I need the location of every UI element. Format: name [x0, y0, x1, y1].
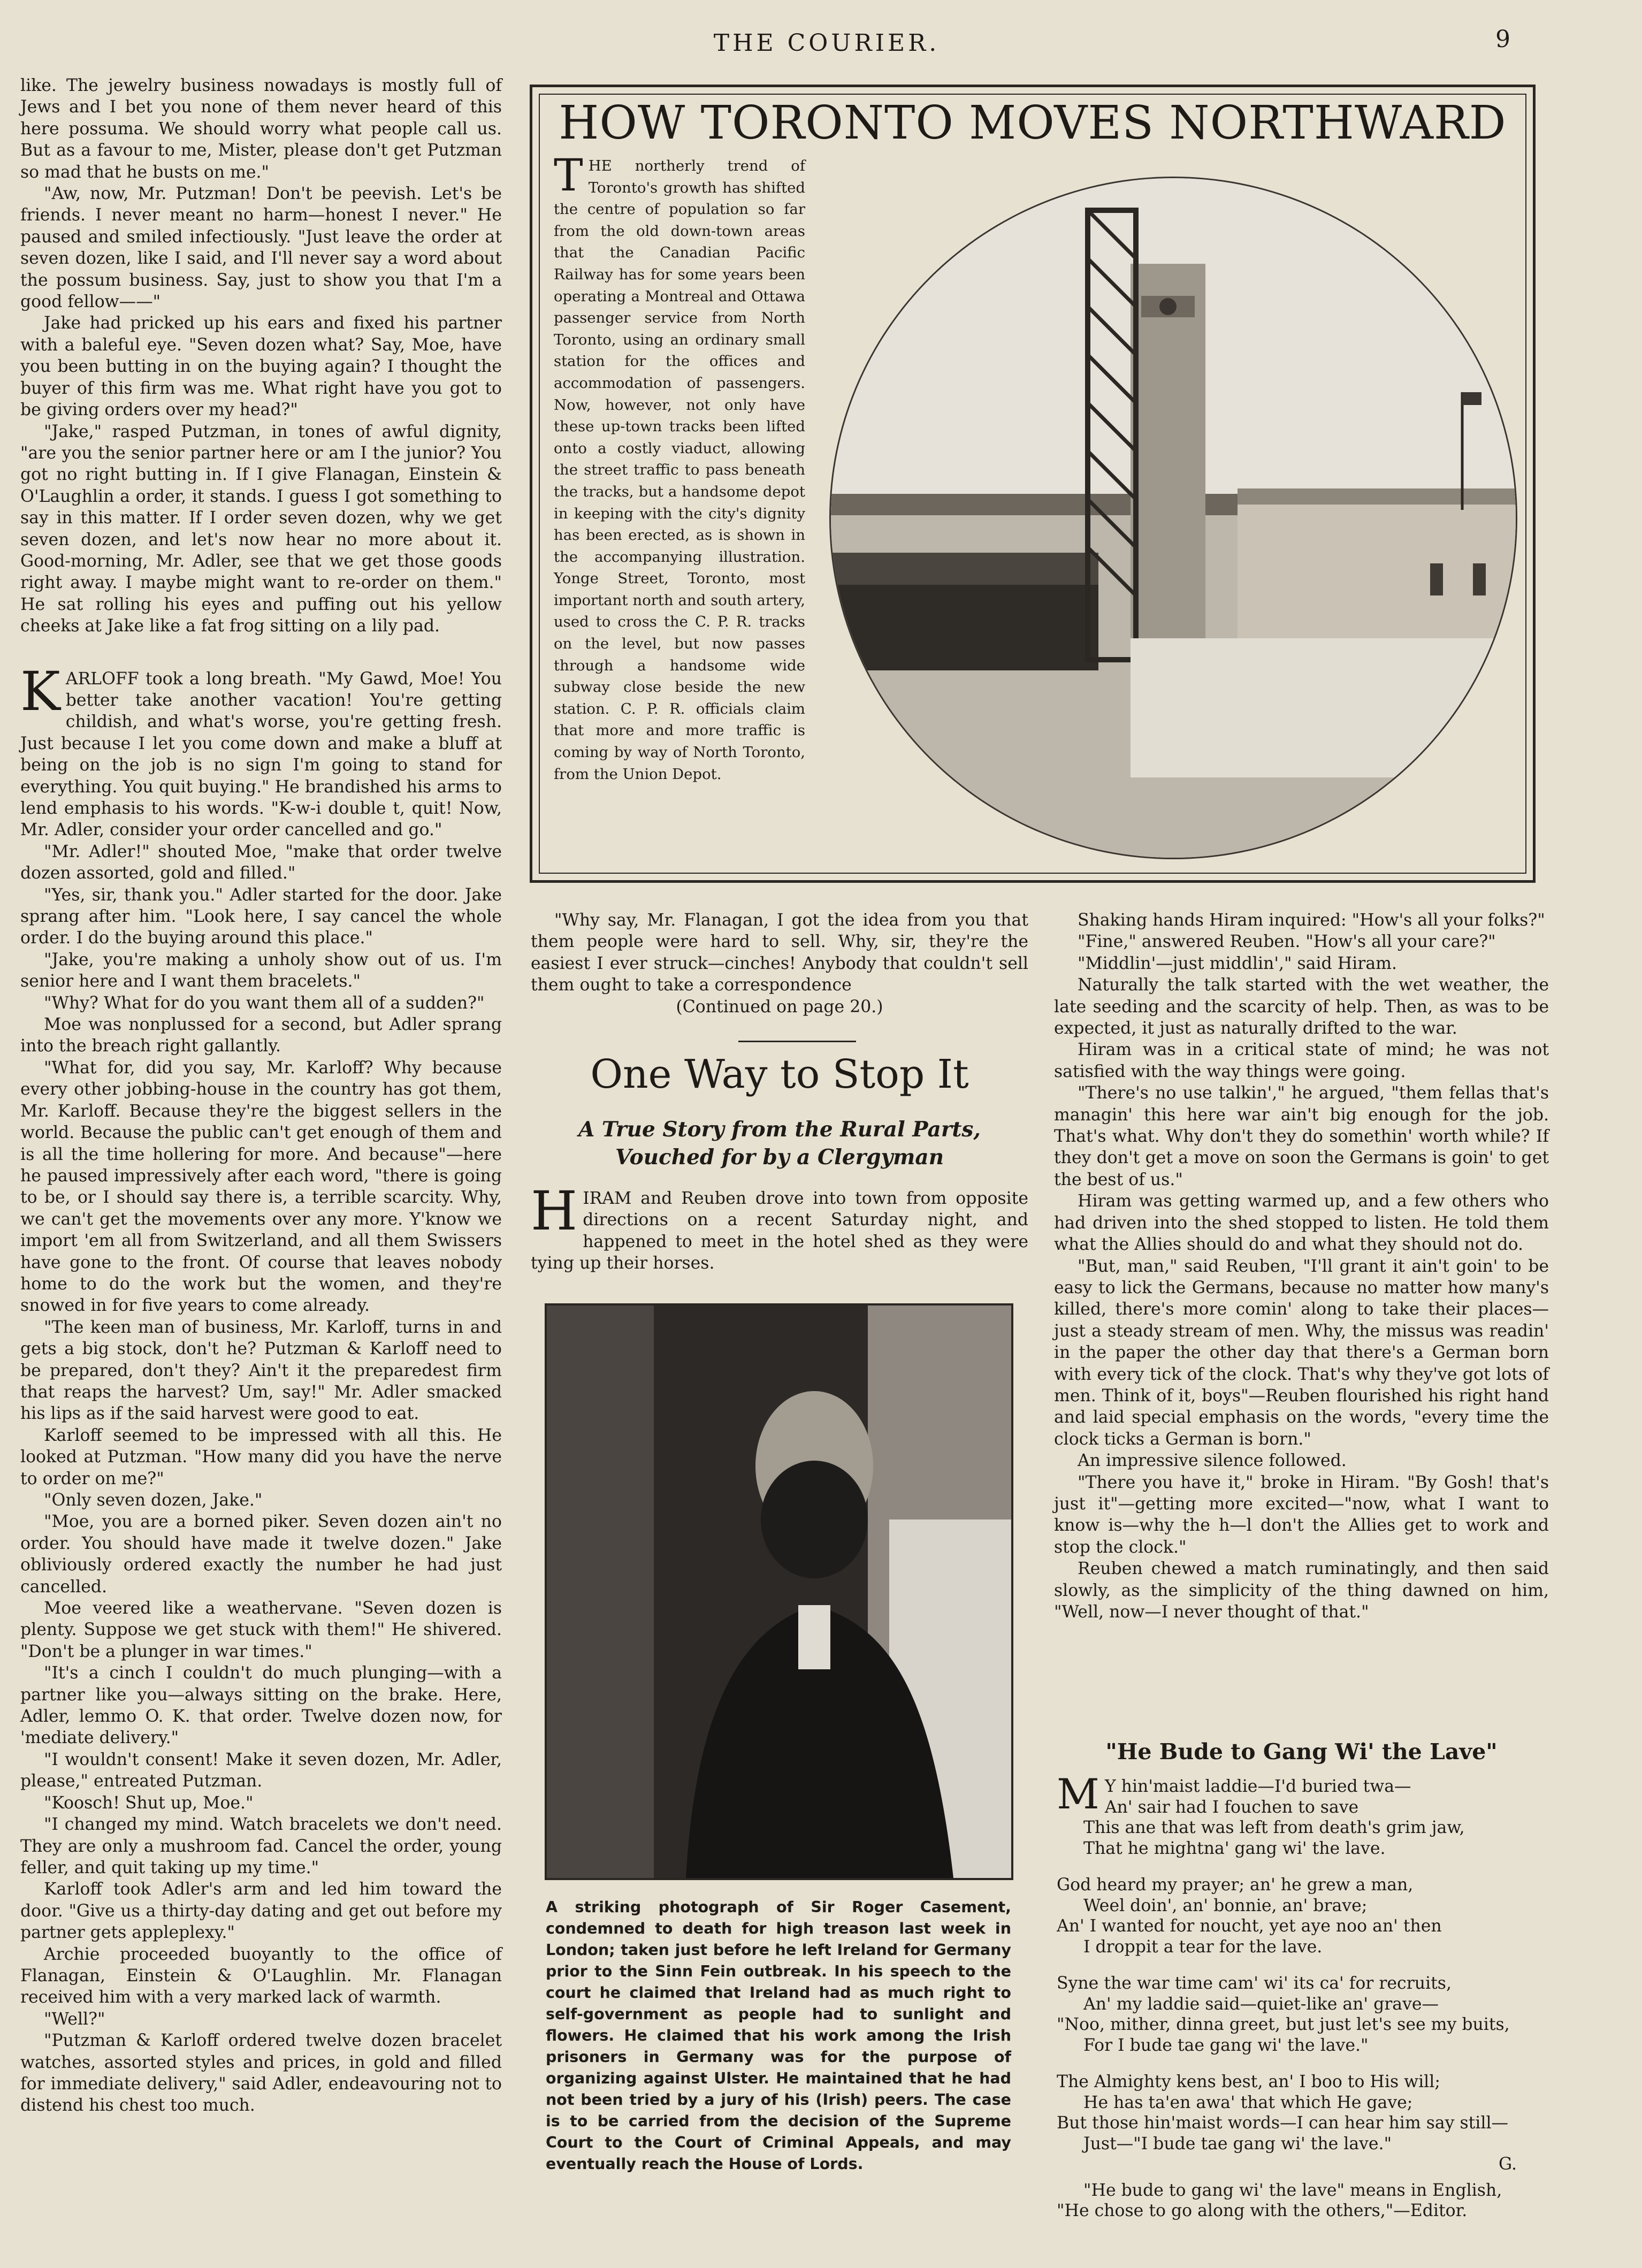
paragraph: "Moe, you are a borned piker. Seven dozen ain't no order. You should have made it twelve dozen." Jake obliviously ordered exactly the number he had just cancelled.: [20, 1512, 502, 1597]
paragraph: Archie proceeded buoyantly to the office of Flanagan, Einstein & O'Laughlin. Mr. Flanagan received him with a very marked lack of warmth.: [20, 1944, 502, 2007]
poem-signature: G.: [1498, 2155, 1517, 2174]
paragraph: "I wouldn't consent! Make it seven dozen, Mr. Adler, please," entreated Putzman.: [20, 1750, 502, 1791]
drop-cap: K: [20, 660, 60, 723]
continued-note: (Continued on page 20.): [676, 997, 883, 1017]
casement-photo: [545, 1303, 1013, 1880]
paragraph: "Middlin'—just middlin'," said Hiram.: [1078, 953, 1397, 973]
story-intro: HIRAM and Reuben drove into town from opposite directions on a recent Saturday night, and happened to meet in the hotel shed as they were tying up their horses.: [531, 1180, 1028, 1273]
paragraph: "It's a cinch I couldn't do much plunging—with a partner like you—always sitting on the brake. Here, Adler, lemmo O. K. that order. Twelve dozen now, for 'mediate delivery.": [20, 1663, 502, 1748]
center-column: [531, 910, 1028, 1018]
paragraph: Reuben chewed a match ruminatingly, and then said slowly, as the simplicity of the thing dawned on him, "Well, now—I never thought of that.": [1054, 1559, 1549, 1622]
paragraph: "What for, did you say, Mr. Karloff? Why because every other jobbing-house in the country has got them, Mr. Karloff. Because they're the biggest sellers in the world. Because the public can't get enough of them and is all the time hollering for more. And because"—here he paused impressively after each word, "there is going to be, or I should say there is, a terrible scarcity. Why, we can't get the movements over any more. Y'know we import 'em all from Switzerland, and all them Swissers have gone to the front. Of course that leaves nobody home to do the work but the women, and they're snowed in for five years to come already.: [20, 1058, 502, 1316]
paragraph: "Jake," rasped Putzman, in tones of awful dignity, "are you the senior partner here or am I the junior? You got no right butting in. If I give Flanagan, Einstein & O'Laughlin a order, it stands. I guess I got something to say in this matter. If I order seven dozen, why we get seven dozen, and let's now hear no more about it. Good-morning, Mr. Adler, see that we get those goods right away. I maybe might want to re-order on them." He sat rolling his eyes and puffing out his yellow cheeks at Jake like a fat frog sitting on a lily pad.: [20, 422, 502, 636]
paragraph: "Yes, sir, thank you." Adler started for the door. Jake sprang after him. "Look here, I say cancel the whole order. I do the buying around this place.": [20, 885, 502, 948]
paragraph: "There you have it," broke in Hiram. "By Gosh! that's just it"—getting more excited—"now, what I want to know is—why the h—l don't the Allies get to work and stop the clock.": [1054, 1472, 1549, 1557]
paragraph: "Well?": [44, 2009, 105, 2029]
story-subtitle: A True Story from the Rural Parts, Vouched for by a Clergyman: [578, 1117, 981, 1170]
poem: M Y hin'maist laddie—I'd buried twa— An' sair had I fouchen to save This ane that was left from death's grim jaw, That he mightna' gang wi' the lave. God heard my prayer; an' he grew a man, Weel doin', an' bonnie, an' brave; An' I wanted for noucht, yet aye noo an' then I droppit a tear for the lave. Syne the war time cam' wi' its ca' for recruits, An' my laddie said—quiet-like an' grave— "Noo, mither, dinna greet, but just let's see my buits, For I bude tae gang wi' the lave." The Almighty kens best, an' I boo to His will; He has ta'en awa' that which He gave; But those hin'maist words—I can hear him say still— Just—"I bude tae gang wi' the lave." G. "He bude to gang wi' the lave" means in English, "He chose to go along with the others,"—Editor.: [1057, 1776, 1549, 2221]
carryover-text: "Why say, Mr. Flanagan, I got the idea from you that them people were hard to sell. Why, sir, they're the easiest I ever struck—cinches! Anybody that couldn't sell them ought to take a correspondence: [531, 911, 1028, 995]
paragraph: Shaking hands Hiram inquired: "How's all your folks?": [1078, 911, 1545, 930]
drop-cap: H: [531, 1180, 578, 1242]
paragraph: "There's no use talkin'," he argued, "them fellas that's managin' this here war ain't big enough for the job. That's what. Why don't they do somethin' worth while? If they don't get a move on soon the Germans is goin' to get the best of us.": [1054, 1083, 1549, 1189]
paragraph: Hiram was in a critical state of mind; he was not satisfied with the way things were going.: [1054, 1040, 1549, 1081]
paragraph: Moe veered like a weathervane. "Seven dozen is plenty. Suppose we get stuck with them!" He shivered. "Don't be a plunger in war times.": [20, 1599, 502, 1661]
paragraph: "Jake, you're making a unholy show out of us. I'm senior here and I want them bracelets.": [20, 950, 502, 991]
station-illustration: [831, 178, 1516, 858]
paragraph: "I changed my mind. Watch bracelets we don't need. They are only a mushroom fad. Cancel the order, young feller, and quit taking up my time.": [20, 1815, 502, 1877]
section-rule: [738, 1041, 856, 1042]
paragraph: Karloff seemed to be impressed with all this. He looked at Putzman. "How many did you have the nerve to order on me?": [20, 1425, 502, 1488]
paragraph: Karloff took Adler's arm and led him toward the door. "Give us a thirty-day dating and get out before my partner gets appleplexy.": [20, 1880, 502, 1943]
paragraph: "Only seven dozen, Jake.": [44, 1491, 263, 1510]
paragraph: like. The jewelry business nowadays is mostly full of Jews and I bet you none of them never heard of this here possuma. We should worry what people call us. But as a favour to me, Mister, please don't get Putzman so mad that he busts on me.": [20, 76, 502, 182]
paragraph: An impressive silence followed.: [1078, 1451, 1347, 1471]
paragraph: "The keen man of business, Mr. Karloff, turns in and gets a big stock, don't he? Putzman & Karloff need to be prepared, don't they? Ain't it the preparedest firm that reaps the harvest? Um, say!" Mr. Adler smacked his lips as if the said harvest were good to eat.: [20, 1317, 502, 1424]
paragraph: "Why? What for do you want them all of a sudden?": [44, 993, 485, 1013]
paragraph: "But, man," said Reuben, "I'll grant it ain't goin' to be easy to lick the Germans, because no matter how many's killed, there's more comin' along to take their places—just a steady stream of men. Why, the missus was readin' in the paper the other day that there's a German born with every tick of the clock. That's why they've got lots of men. Think of it, boys"—Reuben flourished his right hand and laid special emphasis on the words, "every time the clock ticks a German is born.": [1054, 1256, 1549, 1449]
feature-text: THE northerly trend of Toronto's growth has shifted the centre of population so far from the old down-town areas that the Canadian Pacific Railway has for some years been operating a Montreal and Ottawa passenger service from North Toronto, using an ordinary small station for the offices and accommodation of passengers. Now, however, not only have these up-town tracks been lifted onto a costly viaduct, allowing the street traffic to pass beneath the tracks, but a handsome depot in keeping with the city's dignity has been erected, as is shown in the accompanying illustration. Yonge Street, Toronto, most important north and south artery, used to cross the C. P. R. tracks on the level, but now passes through a handsome wide subway close beside the new station. C. P. R. officials claim that more and more traffic is coming by way of North Toronto, from the Union Depot.: [554, 150, 805, 783]
drop-cap: M: [1057, 1770, 1099, 1819]
right-column: [1054, 910, 1549, 1623]
paragraph: "Fine," answered Reuben. "How's all your care?": [1078, 932, 1496, 952]
portrait-illustration: [547, 1305, 1011, 1878]
paragraph: "Aw, now, Mr. Putzman! Don't be peevish. Let's be friends. I never meant no harm—honest I never." He paused and smiled infectiously. "Just leave the order at seven dozen, like I said, and I'll never say a word about the possum business. Say, just to show you that I'm a good fellow——": [20, 184, 502, 312]
paragraph-karloff: KARLOFF took a long breath. "My Gawd, Moe! You better take another vacation! You're getting childish, and what's worse, you're getting fresh. Just because I let you come down and make a bluff at being on the job is no sign I'm going to stand for everything. You quit buying." He brandished his arms to lend emphasis to his words. "K-w-i double t, quit! Now, Mr. Adler, consider your order cancelled and go.": [20, 660, 502, 840]
paragraph: "Putzman & Karloff ordered twelve dozen bracelet watches, assorted styles and prices, in gold and filled for immediate delivery," said Adler, endeavouring not to distend his chest too much.: [20, 2031, 502, 2116]
paragraph: Naturally the talk started with the wet weather, the late seeding and the scarcity of help. Then, as was to be expected, it just as naturally drifted to the war.: [1054, 975, 1549, 1038]
poem-title: "He Bude to Gang Wi' the Lave": [1105, 1739, 1498, 1765]
photo-caption: A striking photograph of Sir Roger Casement, condemned to death for high treason last week in London; taken just before he left Ireland for Germany prior to the Sinn Fein outbreak. In his speech to the court he claimed that Ireland had as much right to self-government as people had to sunlight and flowers. He claimed that his work among the Irish prisoners in Germany was for the purpose of organizing against Ulster. He maintained that he had not been tried by a jury of his (Irish) peers. The case is to be carried from the decision of the Supreme Court to the Court of Criminal Appeals, and may eventually reach the House of Lords.: [546, 1898, 1011, 2173]
drop-cap: T: [554, 150, 583, 201]
editor-note: "He chose to go along with the others,"—Editor.: [1057, 2201, 1468, 2220]
station-photo: [829, 177, 1517, 859]
paragraph: "Koosch! Shut up, Moe.": [44, 1793, 254, 1813]
page-number: 9: [1495, 26, 1510, 53]
left-column: [20, 75, 502, 2117]
story-title: One Way to Stop It: [590, 1051, 969, 1097]
feature-title: HOW TORONTO MOVES NORTHWARD: [559, 96, 1507, 150]
paragraph: Jake had pricked up his ears and fixed his partner with a baleful eye. "Seven dozen what? Say, Moe, have you been butting in on the buying again? I thought the buyer of this firm was me. What right have you got to be giving orders over my head?": [20, 314, 502, 420]
paragraph: Hiram was getting warmed up, and a few others who had driven into the shed stopped to listen. He told them what the Allies should do and what they should not do.: [1054, 1192, 1549, 1255]
running-head: THE COURIER.: [713, 29, 940, 57]
paragraph: Moe was nonplussed for a second, but Adler sprang into the breach right gallantly.: [20, 1015, 502, 1056]
paragraph: "Mr. Adler!" shouted Moe, "make that order twelve dozen assorted, gold and filled.": [20, 842, 502, 883]
editor-note: "He bude to gang wi' the lave" means in English,: [1083, 2180, 1502, 2200]
